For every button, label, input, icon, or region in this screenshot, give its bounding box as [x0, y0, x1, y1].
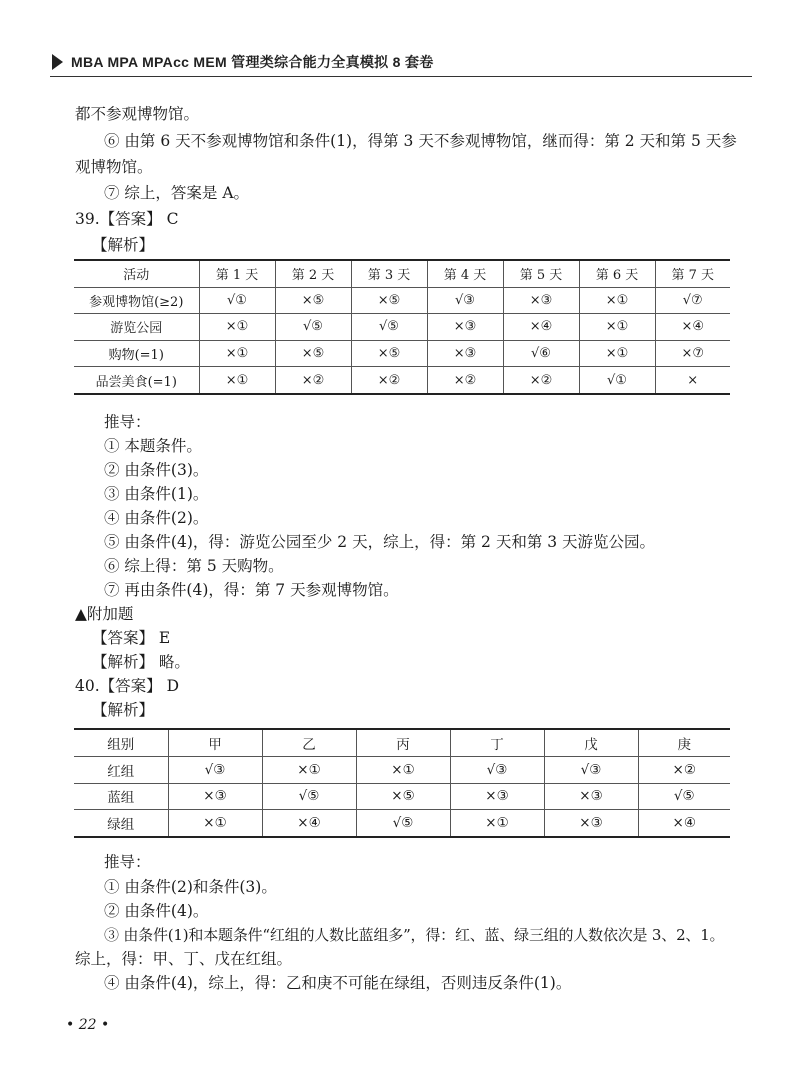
table-cell: ×③ — [544, 810, 638, 837]
table-cell: ×④ — [503, 314, 579, 341]
deduction-line: 推导： — [104, 853, 151, 871]
header-cell: 丙 — [356, 729, 450, 756]
text-line: ⑦ 综上，答案是 A。 — [104, 184, 250, 202]
q39-activity-table — [74, 259, 730, 395]
table-cell: √③ — [544, 756, 638, 783]
q40-answer: 40.【答案】 D — [75, 677, 180, 695]
header-title: MBA MPA MPAcc MEM 管理类综合能力全真模拟 8 套卷 — [71, 54, 434, 70]
table-cell: ×⑤ — [351, 340, 427, 367]
table-cell: × — [655, 367, 730, 394]
table-cell: ×① — [168, 810, 262, 837]
table-row — [74, 314, 730, 341]
table-cell: √⑤ — [356, 810, 450, 837]
table-cell: √③ — [168, 756, 262, 783]
q40-group-table — [74, 728, 730, 838]
table-cell: 绿组 — [74, 810, 168, 837]
deduction-line: ③ 由条件(1)和本题条件“红组的人数比蓝组多”，得：红、蓝、绿三组的人数依次是 3、2、1。 — [104, 926, 725, 944]
table-cell: √⑤ — [262, 783, 356, 810]
table-cell: ×③ — [503, 287, 579, 314]
table-cell: ×① — [579, 314, 655, 341]
table-cell: ×② — [503, 367, 579, 394]
header-cell: 组别 — [74, 729, 168, 756]
appendix-title: ▲附加题 — [75, 605, 134, 623]
table-cell: ×① — [579, 287, 655, 314]
text-line: 都不参观博物馆。 — [75, 105, 200, 123]
table-cell: 参观博物馆(≥2) — [74, 287, 199, 314]
table-header-row — [74, 729, 730, 756]
header-cell: 第 7 天 — [655, 260, 730, 287]
deduction-line: 综上，得：甲、丁、戊在红组。 — [75, 950, 293, 968]
table-cell: 购物(=1) — [74, 340, 199, 367]
table-header-row — [74, 260, 730, 287]
table-cell: √⑤ — [351, 314, 427, 341]
running-header — [50, 52, 750, 72]
header-cell: 第 4 天 — [427, 260, 503, 287]
table-row — [74, 340, 730, 367]
deduction-line: ⑦ 再由条件(4)，得：第 7 天参观博物馆。 — [104, 581, 399, 599]
table-cell: 红组 — [74, 756, 168, 783]
table-cell: √⑥ — [503, 340, 579, 367]
table-cell: ×③ — [544, 783, 638, 810]
table-cell: √① — [579, 367, 655, 394]
deduction-line: ④ 由条件(2)。 — [104, 509, 209, 527]
table-cell: ×② — [427, 367, 503, 394]
deduction-line: ① 本题条件。 — [104, 437, 202, 455]
appendix-answer: 【答案】 E — [92, 629, 171, 647]
q39-answer: 39.【答案】 C — [75, 210, 179, 228]
table-row — [74, 810, 730, 837]
table-cell: ×③ — [450, 783, 544, 810]
table-cell: ×⑤ — [275, 287, 351, 314]
header-cell: 第 5 天 — [503, 260, 579, 287]
table-row — [74, 367, 730, 394]
page-number: • 22 • — [66, 1017, 110, 1033]
table-cell: ×① — [199, 340, 275, 367]
table-cell: ×③ — [427, 340, 503, 367]
deduction-line: ① 由条件(2)和条件(3)。 — [104, 878, 277, 896]
header-cell: 戊 — [544, 729, 638, 756]
table-cell: ×⑤ — [275, 340, 351, 367]
q39-analysis-label: 【解析】 — [92, 236, 155, 254]
table-cell: ×⑤ — [356, 783, 450, 810]
table-row — [74, 756, 730, 783]
table-cell: ×④ — [638, 810, 730, 837]
table-cell: ×② — [351, 367, 427, 394]
table-cell: √③ — [450, 756, 544, 783]
header-cell: 丁 — [450, 729, 544, 756]
deduction-line: ⑤ 由条件(4)，得：游览公园至少 2 天，综上，得：第 2 天和第 3 天游览公园。 — [104, 533, 656, 551]
q40-analysis-label: 【解析】 — [92, 701, 155, 719]
header-cell: 庚 — [638, 729, 730, 756]
table-cell: ×⑤ — [351, 287, 427, 314]
deduction-line: 推导： — [104, 413, 151, 431]
table-cell: 品尝美食(=1) — [74, 367, 199, 394]
triangle-marker-icon — [52, 54, 63, 70]
text-line: 观博物馆。 — [75, 158, 153, 176]
table-cell: 游览公园 — [74, 314, 199, 341]
header-cell: 活动 — [74, 260, 199, 287]
table-cell: √⑤ — [638, 783, 730, 810]
table-row — [74, 783, 730, 810]
deduction-line: ③ 由条件(1)。 — [104, 485, 209, 503]
table-cell: √① — [199, 287, 275, 314]
table-cell: √⑦ — [655, 287, 730, 314]
table-cell: ×① — [579, 340, 655, 367]
table-row — [74, 287, 730, 314]
table-cell: ×① — [356, 756, 450, 783]
header-cell: 甲 — [168, 729, 262, 756]
text-line: ⑥ 由第 6 天不参观博物馆和条件(1)，得第 3 天不参观博物馆，继而得：第 2 天和第 5 天参 — [104, 132, 737, 150]
deduction-line: ② 由条件(3)。 — [104, 461, 209, 479]
header-cell: 乙 — [262, 729, 356, 756]
table-cell: 蓝组 — [74, 783, 168, 810]
header-cell: 第 1 天 — [199, 260, 275, 287]
table-cell: ×② — [275, 367, 351, 394]
header-cell: 第 2 天 — [275, 260, 351, 287]
appendix-analysis: 【解析】 略。 — [92, 653, 190, 671]
table-cell: ×① — [450, 810, 544, 837]
deduction-line: ② 由条件(4)。 — [104, 902, 209, 920]
header-cell: 第 3 天 — [351, 260, 427, 287]
table-cell: √③ — [427, 287, 503, 314]
deduction-line: ⑥ 综上得：第 5 天购物。 — [104, 557, 284, 575]
table-cell: ×④ — [655, 314, 730, 341]
table-cell: ×③ — [168, 783, 262, 810]
table-cell: ×⑦ — [655, 340, 730, 367]
table-cell: ×① — [199, 367, 275, 394]
header-cell: 第 6 天 — [579, 260, 655, 287]
table-cell: ×③ — [427, 314, 503, 341]
table-cell: ×① — [262, 756, 356, 783]
deduction-line: ④ 由条件(4)，综上，得：乙和庚不可能在绿组，否则违反条件(1)。 — [104, 974, 572, 992]
table-cell: ×④ — [262, 810, 356, 837]
table-cell: ×① — [199, 314, 275, 341]
table-cell: ×② — [638, 756, 730, 783]
header-rule — [50, 76, 752, 77]
table-cell: √⑤ — [275, 314, 351, 341]
